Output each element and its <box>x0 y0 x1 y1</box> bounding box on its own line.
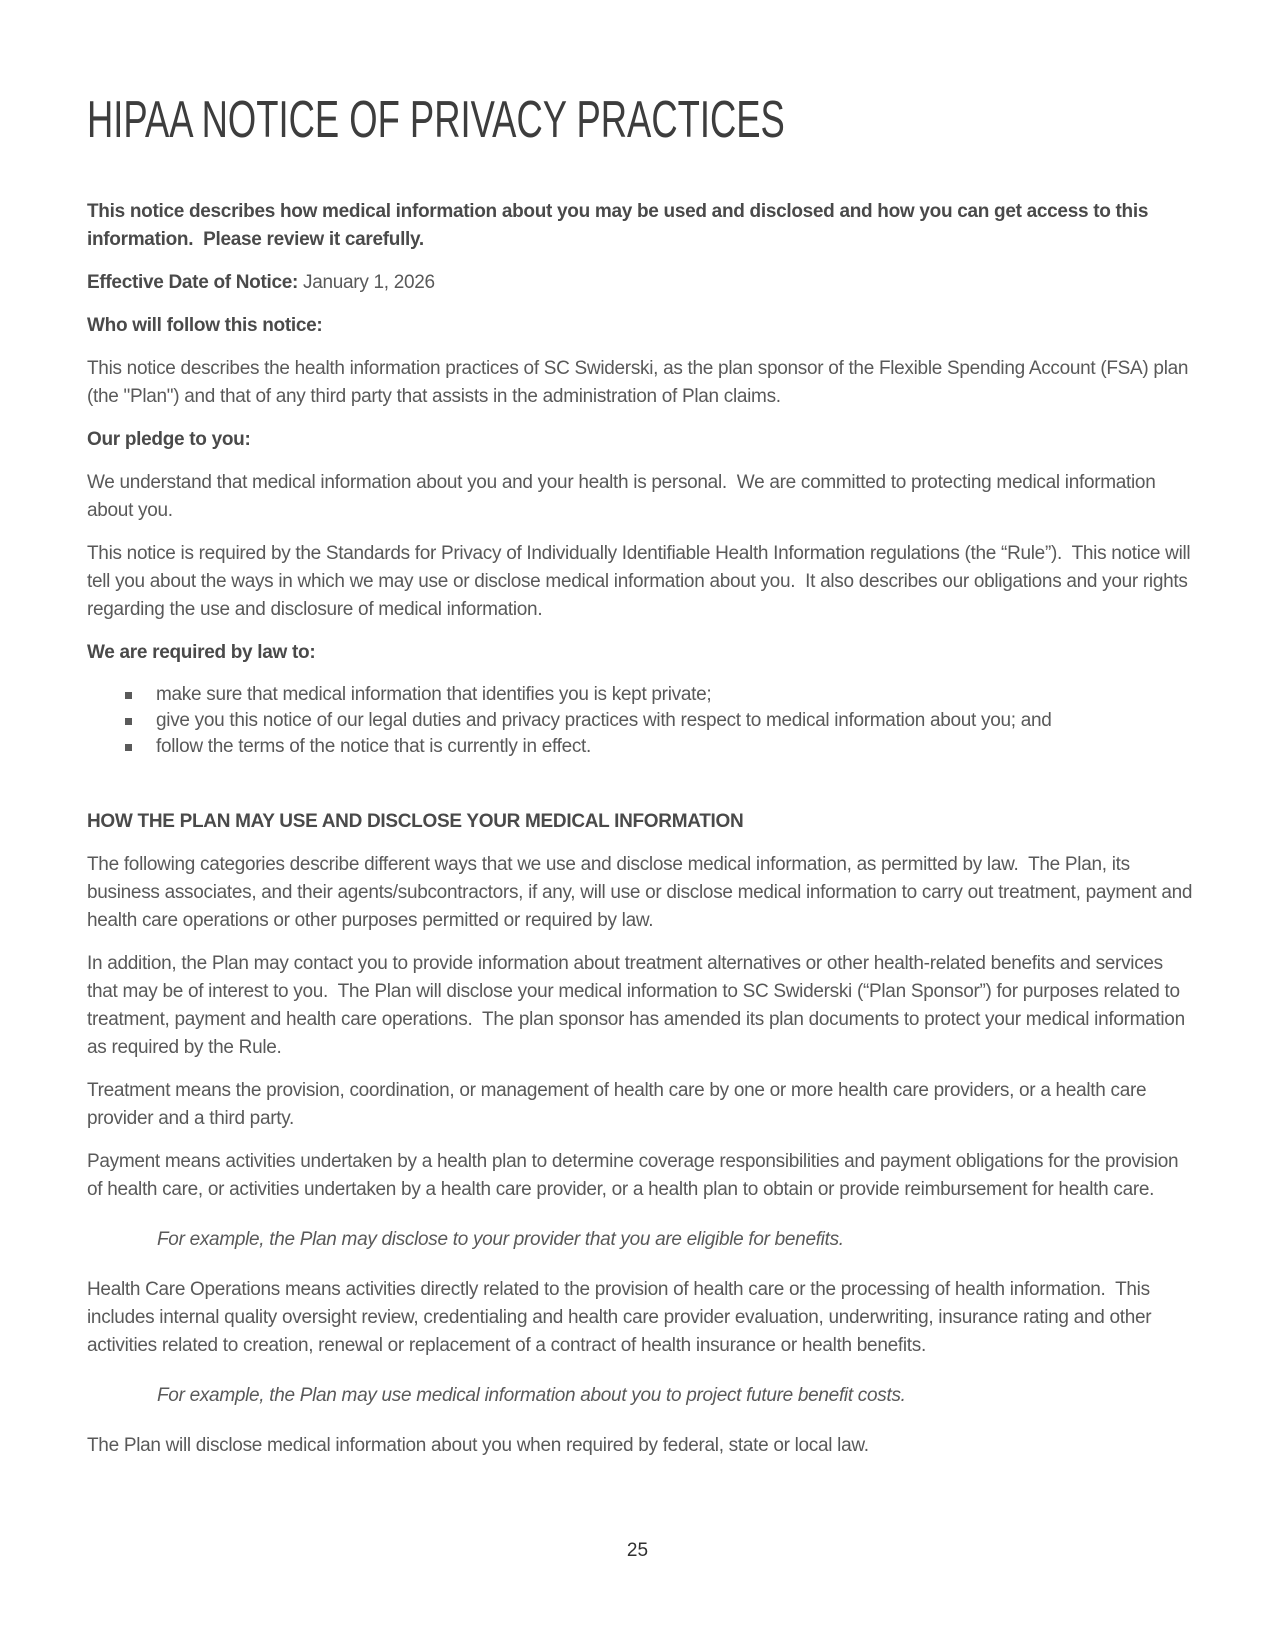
list-item-text: give you this notice of our legal duties and privacy practices with respect to medical information about you; and <box>156 710 1052 731</box>
required-by-law-list <box>87 682 1195 760</box>
list-item-text: follow the terms of the notice that is currently in effect. <box>156 736 591 757</box>
bullet-square-icon <box>125 718 132 725</box>
page-number: 25 <box>626 1540 649 1561</box>
example-eligible-benefits: For example, the Plan may disclose to your provider that you are eligible for benefits. <box>157 1229 844 1250</box>
example-project-costs: For example, the Plan may use medical information about you to project future benefit costs. <box>157 1385 906 1406</box>
list-item <box>87 682 1195 708</box>
pledge-paragraph-1: We understand that medical information about you and your health is personal. We are committed to protecting medical information about you. <box>87 472 1161 521</box>
list-item-text: make sure that medical information that identifies you is kept private; <box>156 684 712 705</box>
heading-who-will-follow: Who will follow this notice: <box>87 315 323 336</box>
heading-our-pledge: Our pledge to you: <box>87 429 251 450</box>
intro-statement: This notice describes how medical information about you may be used and disclosed and how you can get access to this information. Please review it carefully. <box>87 201 1154 250</box>
list-item <box>87 708 1195 734</box>
who-will-follow-text: This notice describes the health information practices of SC Swiderski, as the plan sponsor of the Flexible Spending Account (FSA) plan (the "Plan") and that of any third party that assists in the administration of Plan claims. <box>87 358 1194 407</box>
bullet-square-icon <box>125 692 132 699</box>
paragraph-contact: In addition, the Plan may contact you to provide information about treatment alternatives or other health-related benefits and services that may be of interest to you. The Plan will disclose your medical information to SC Swiderski (“Plan Sponsor”) for purposes related to treatment, payment and health care operations. The plan sponsor has amended its plan documents to protect your medical information as required by the Rule. <box>87 953 1190 1058</box>
paragraph-treatment-definition: Treatment means the provision, coordination, or management of health care by one or more health care providers, or a health care provider and a third party. <box>87 1080 1152 1129</box>
paragraph-payment-definition: Payment means activities undertaken by a health plan to determine coverage responsibilities and payment obligations for the provision of health care, or activities undertaken by a health care provider, or a health plan to obtain or provide reimbursement for health care. <box>87 1151 1184 1200</box>
effective-date-label: Effective Date of Notice: <box>87 272 299 293</box>
page-title: HIPAA NOTICE OF PRIVACY PRACTICES <box>87 91 785 149</box>
effective-date-line <box>87 269 1195 297</box>
paragraph-health-care-operations: Health Care Operations means activities directly related to the provision of health care or the processing of health information. This includes internal quality oversight review, credentialing and health care provider evaluation, underwriting, insurance rating and other activities related to creation, renewal or replacement of a contract of health insurance or health benefits. <box>87 1279 1157 1356</box>
bullet-square-icon <box>125 744 132 751</box>
paragraph-required-law-disclosure: The Plan will disclose medical information about you when required by federal, state or local law. <box>87 1435 869 1456</box>
heading-required-by-law: We are required by law to: <box>87 642 316 663</box>
heading-how-plan-may-use: HOW THE PLAN MAY USE AND DISCLOSE YOUR MEDICAL INFORMATION <box>87 811 744 832</box>
effective-date-value: January 1, 2026 <box>303 272 435 293</box>
list-item <box>87 734 1195 760</box>
pledge-paragraph-2: This notice is required by the Standards for Privacy of Individually Identifiable Health Information regulations (the “Rule”). This notice will tell you about the ways in which we may use or disclose medical information about you. It also describes our obligations and your rights regarding the use and disclosure of medical information. <box>87 543 1196 620</box>
paragraph-categories: The following categories describe different ways that we use and disclose medical information, as permitted by law. The Plan, its business associates, and their agents/subcontractors, if any, will use or disclose medical information to carry out treatment, payment and health care operations or other purposes permitted or required by law. <box>87 854 1198 931</box>
